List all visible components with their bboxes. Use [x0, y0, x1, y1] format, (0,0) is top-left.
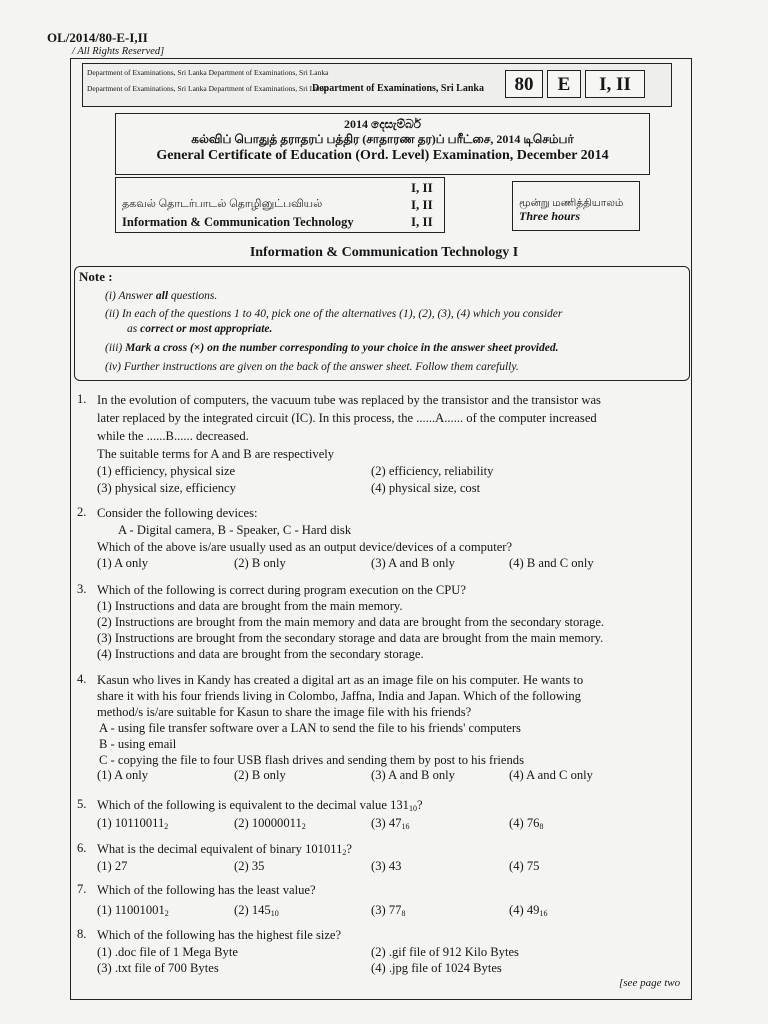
q2-opt-2: (2) B only	[234, 556, 286, 570]
subject-ta: தகவல் தொடர்பாடல் தொழினுட்பவியல்	[122, 198, 323, 210]
dept-line-1: Department of Examinations, Sri Lanka Department of Examinations, Sri Lanka	[87, 68, 329, 77]
q1-line-4: The suitable terms for A and B are respectively	[97, 447, 335, 461]
note-title: Note :	[79, 269, 113, 284]
q7-line-1: Which of the following has the least value?	[97, 883, 316, 897]
q2-opt-3: (3) A and B only	[371, 556, 455, 570]
note-item-2: (ii) In each of the questions 1 to 40, pick one of the alternatives (1), (2), (3), (4) which you consider	[105, 308, 563, 320]
q7-opt-2: (2) $145_{10}$	[234, 903, 279, 918]
exam-title-si: 2014 දෙසැම්බර්	[344, 117, 421, 131]
q3-opt-1: (1) Instructions and data are brought from the main memory.	[97, 599, 403, 613]
q4-opt-2: (2) B only	[234, 768, 286, 782]
q4-line-2: share it with his four friends living in Colombo, Jaffna, India and Japan. Which of the following	[97, 689, 581, 703]
dept-center: Department of Examinations, Sri Lanka	[312, 83, 484, 94]
q6-line-1: What is the decimal equivalent of binary $101011_2$?	[97, 842, 352, 857]
subject-code-box: 80	[505, 70, 543, 98]
q7-opt-4: (4) $49_{16}$	[509, 903, 548, 918]
subject-en: Information & Communication Technology	[122, 215, 354, 229]
q8-line-1: Which of the following has the highest file size?	[97, 928, 342, 942]
q7-opt-3: (3) $77_8$	[371, 903, 406, 918]
q6-opt-1: (1) 27	[97, 859, 128, 873]
q4-item-c: C - copying the file to four USB flash drives and sending them by post to his friends	[99, 753, 524, 767]
paper-code: OL/2014/80-E-I,II	[47, 30, 148, 45]
duration-ta: மூன்று மணித்தியாலம்	[519, 198, 624, 209]
q3-opt-2: (2) Instructions are brought from the main memory and data are brought from the secondary storage.	[97, 615, 605, 629]
q8-opt-4: (4) .jpg file of 1024 Bytes	[371, 961, 502, 975]
q1-opt-1: (1) efficiency, physical size	[97, 464, 236, 478]
exam-title-ta: கல்விப் பொதுத் தராதரப் பத்திர (சாதாரண தர)ப் பரீட்சை, 2014 டிசெம்பர்	[191, 132, 574, 146]
q1-line-3: while the ......B...... decreased.	[97, 429, 249, 443]
q1-opt-4: (4) physical size, cost	[371, 481, 481, 495]
q3-opt-3: (3) Instructions are brought from the secondary storage and data are brought from the main memory.	[97, 631, 604, 645]
subject-part-3: I, II	[411, 214, 433, 229]
duration-box	[512, 181, 640, 231]
q1-line-2: later replaced by the integrated circuit (IC). In this process, the ......A...... of the computer increased	[97, 411, 597, 425]
q4-opt-3: (3) A and B only	[371, 768, 455, 782]
q8-opt-2: (2) .gif file of 912 Kilo Bytes	[371, 945, 519, 959]
q5-opt-4: (4) $76_8$	[509, 816, 544, 831]
q6-opt-3: (3) 43	[371, 859, 402, 873]
q4-item-a: A - using file transfer software over a LAN to send the file to his friends' computers	[99, 721, 521, 735]
q1-opt-2: (2) efficiency, reliability	[371, 464, 494, 478]
q2-line-3: Which of the above is/are usually used as an output device/devices of a computer?	[97, 540, 513, 554]
q2-line-2: A - Digital camera, B - Speaker, C - Hard disk	[118, 523, 352, 537]
subject-part-1: I, II	[411, 180, 433, 195]
department-header	[82, 63, 672, 107]
note-box	[74, 266, 690, 381]
rights-notice: / All Rights Reserved]	[72, 46, 165, 57]
q7-opt-1: (1) $11001001_2$	[97, 903, 169, 918]
q4-number: 4.	[77, 672, 87, 686]
exam-title-en: General Certificate of Education (Ord. Level) Examination, December 2014	[156, 148, 609, 163]
q5-opt-1: (1) $10110011_2$	[97, 816, 169, 831]
q5-opt-3: (3) $47_{16}$	[371, 816, 410, 831]
q4-opt-1: (1) A only	[97, 768, 149, 782]
dept-line-2: Department of Examinations, Sri Lanka Department of Examinations, Sri Lanka	[87, 84, 329, 93]
q4-opt-4: (4) A and C only	[509, 768, 593, 782]
q8-opt-3: (3) .txt file of 700 Bytes	[97, 961, 219, 975]
q3-line-1: Which of the following is correct during program execution on the CPU?	[97, 583, 466, 597]
q2-opt-1: (1) A only	[97, 556, 149, 570]
q8-number: 8.	[77, 927, 87, 941]
q5-line-1: Which of the following is equivalent to the decimal value $131_{10}$?	[97, 798, 423, 813]
q4-line-1: Kasun who lives in Kandy has created a digital art as an image file on his computer. He wants to	[97, 673, 584, 687]
q5-opt-2: (2) $10000011_2$	[234, 816, 306, 831]
note-item-2b: as correct or most appropriate.	[127, 323, 273, 335]
see-page-two: [see page two	[619, 977, 681, 989]
q6-number: 6.	[77, 841, 87, 855]
paper-title: Information & Communication Technology I	[249, 245, 519, 260]
q3-number: 3.	[77, 582, 87, 596]
q1-opt-3: (3) physical size, efficiency	[97, 481, 236, 495]
q5-number: 5.	[77, 797, 87, 811]
note-item-4: (iv) Further instructions are given on the back of the answer sheet. Follow them carefully.	[105, 361, 519, 373]
q7-number: 7.	[77, 882, 87, 896]
subject-part-2: I, II	[411, 197, 433, 212]
duration-en: Three hours	[519, 209, 581, 223]
q4-line-3: method/s is/are suitable for Kasun to share the image file with his friends?	[97, 705, 472, 719]
q3-opt-4: (4) Instructions and data are brought from the secondary storage.	[97, 647, 424, 661]
part-box: I, II	[585, 70, 645, 98]
subject-box	[115, 177, 445, 233]
note-item-3: (iii) Mark a cross (×) on the number corresponding to your choice in the answer sheet provided.	[105, 342, 559, 354]
q2-number: 2.	[77, 505, 87, 519]
q2-line-1: Consider the following devices:	[97, 506, 258, 520]
q4-item-b: B - using email	[99, 737, 177, 751]
q6-opt-4: (4) 75	[509, 859, 540, 873]
q1-line-1: In the evolution of computers, the vacuum tube was replaced by the transistor and the transistor was	[97, 393, 601, 407]
note-item-1: (i) Answer all questions.	[105, 290, 218, 302]
medium-box: E	[547, 70, 581, 98]
exam-title-box	[115, 113, 650, 175]
q8-opt-1: (1) .doc file of 1 Mega Byte	[97, 945, 238, 959]
q6-opt-2: (2) 35	[234, 859, 265, 873]
q1-number: 1.	[77, 392, 87, 406]
q2-opt-4: (4) B and C only	[509, 556, 594, 570]
